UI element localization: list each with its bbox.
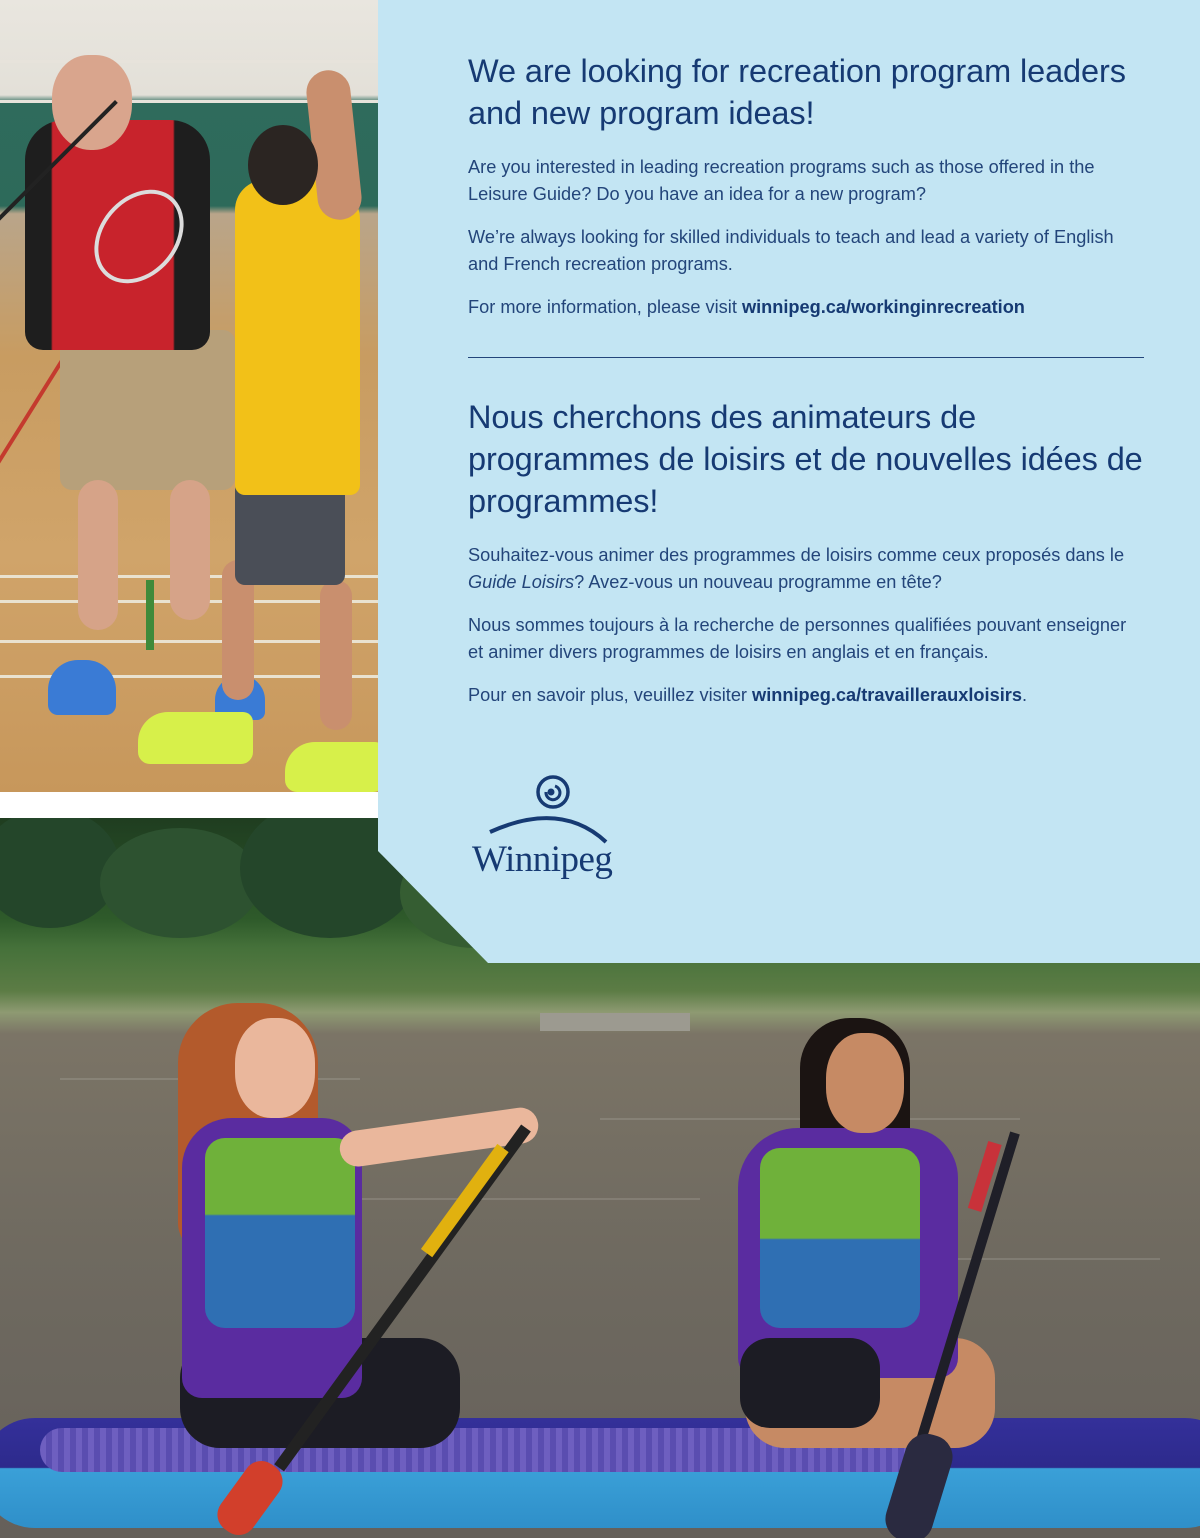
student-shoe: [285, 742, 380, 792]
french-paragraph-3: [468, 682, 1144, 709]
english-paragraph-1: Are you interested in leading recreation programs such as those offered in the Leisure Guide? Do you have an idea for a new program?: [468, 157, 1095, 204]
english-paragraph-2: We’re always looking for skilled individuals to teach and lead a variety of English and French recreation programs.: [468, 227, 1114, 274]
badminton-photo: [0, 0, 380, 792]
tree: [100, 828, 260, 938]
student-shoe: [138, 712, 253, 764]
french-heading: Nous cherchons des animateurs de programmes de loisirs et de nouvelles idées de programmes!: [468, 399, 1143, 519]
french-paragraph-1: [468, 542, 1144, 596]
french-para1-text: Souhaitez-vous animer des programmes de loisirs comme ceux proposés dans le: [468, 545, 1125, 565]
life-jacket: [760, 1148, 920, 1328]
instructor-shoe: [48, 660, 116, 715]
paddle-band: [421, 1144, 509, 1257]
paddler-face: [826, 1033, 904, 1133]
guide-loisirs-title: Guide Loisirs: [468, 572, 575, 592]
student-leg: [320, 580, 352, 730]
english-heading: We are looking for recreation program leaders and new program ideas!: [468, 53, 1126, 131]
court-green-mark: [146, 580, 154, 650]
court-red-line: [0, 350, 69, 522]
student-shirt: [235, 180, 360, 495]
english-info-link[interactable]: winnipeg.ca/workinginrecreation: [741, 297, 1025, 317]
winnipeg-logo-text: Winnipeg: [472, 839, 613, 880]
student-shorts: [235, 480, 345, 585]
french-para1-suffix: ? Avez-vous un nouveau programme en tête?: [574, 572, 942, 592]
french-paragraph-2: Nous sommes toujours à la recherche de personnes qualifiées pouvant enseigner et animer divers programmes de loisirs en anglais et en français.: [468, 615, 1127, 662]
paddler-face: [235, 1018, 315, 1118]
shore-rocks: [540, 1013, 690, 1031]
french-info-suffix: .: [1021, 685, 1028, 705]
french-info-link[interactable]: winnipeg.ca/travaillerauxloisirs: [752, 685, 1022, 705]
instructor-leg: [170, 480, 210, 620]
panel-content: [468, 50, 1144, 725]
paddler-shorts: [740, 1338, 880, 1428]
french-info-text: Pour en savoir plus, veuillez visiter: [468, 685, 753, 705]
section-divider: [468, 357, 1144, 358]
instructor-head: [52, 55, 132, 150]
wall-line: [0, 60, 380, 63]
instructor-leg: [78, 480, 118, 630]
life-jacket: [205, 1138, 355, 1328]
english-paragraph-3: [468, 294, 1144, 321]
instructor-shorts: [60, 330, 235, 490]
student-head: [248, 125, 318, 205]
english-info-text: For more information, please visit: [468, 297, 742, 317]
